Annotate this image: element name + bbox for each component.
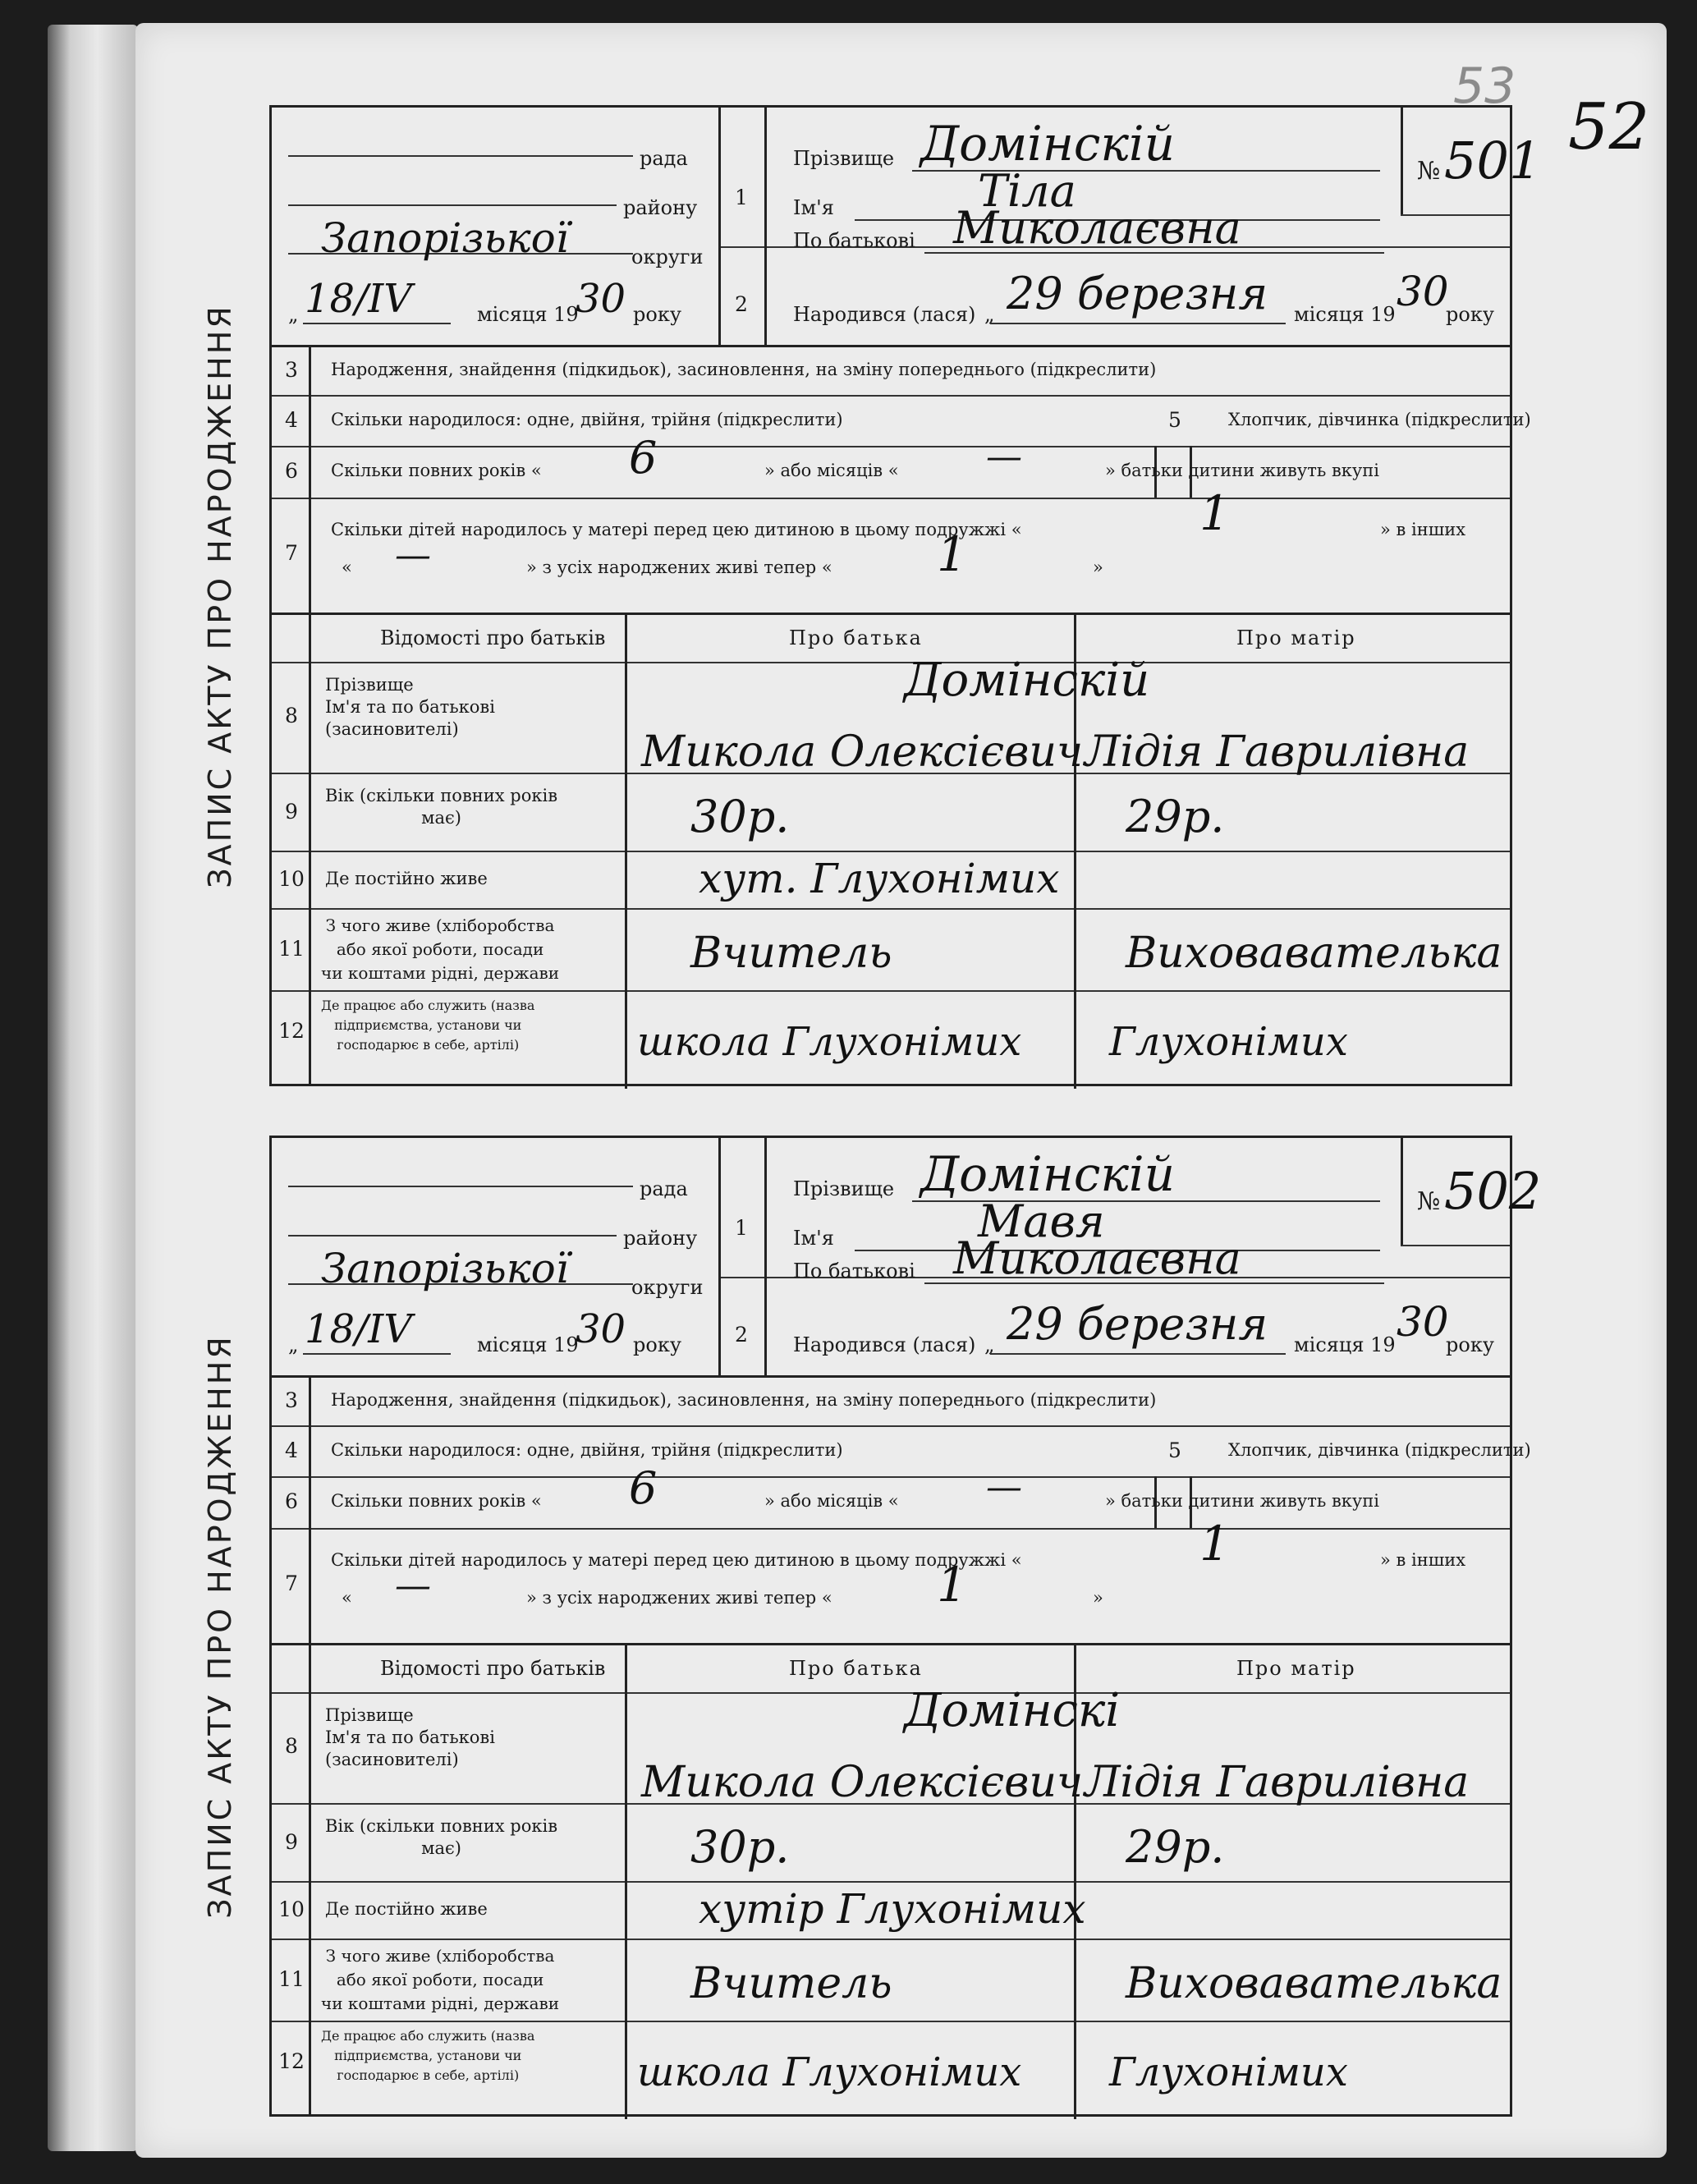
mother-age: 29р. [1126, 1821, 1225, 1873]
father-occupation: Вчитель [690, 1959, 892, 2008]
birth-year: 30 [1397, 268, 1449, 315]
father-name: Микола Олексієвич [641, 727, 1084, 777]
father-workplace: школа Глухонімих [637, 1019, 1022, 1065]
mother-occupation: Виховавателька [1126, 929, 1502, 978]
top-right-number: 52 [1568, 90, 1650, 164]
child-name: Тіла [978, 165, 1076, 217]
parents-surname: Домінскій [904, 654, 1150, 707]
father-workplace: школа Глухонімих [637, 2049, 1022, 2095]
record-number: 502 [1444, 1161, 1542, 1221]
residence: хутір Глухонімих [699, 1885, 1086, 1933]
record-number: 501 [1444, 131, 1542, 190]
mother-age: 29р. [1126, 791, 1225, 842]
parents-surname: Домінскі [904, 1684, 1121, 1737]
months-together: — [986, 1466, 1022, 1508]
registration-day: 18/IV [305, 276, 412, 322]
children-alive: 1 [937, 526, 967, 582]
child-patronymic: Миколаєвна [953, 1232, 1241, 1284]
residence: хут. Глухонімих [699, 855, 1060, 902]
birth-record-form-502 [189, 1136, 1542, 2117]
birth-year: 30 [1397, 1298, 1449, 1346]
years-together: 6 [629, 432, 658, 484]
birth-record-form-501 [189, 105, 1542, 1086]
mother-name: Лідія Гаврилівна [1085, 727, 1470, 777]
children-this-marriage: 1 [1199, 485, 1230, 541]
father-age: 30р. [690, 791, 790, 842]
mother-workplace: Глухонімих [1109, 2049, 1348, 2095]
child-surname: Домінскій [920, 116, 1175, 172]
form-grid: рада району Запорізької округи „ 18/IV місяця 19 30 року 1 2 Прізвище Домінскій Ім'я Мавя По батькові Миколаєвна № 502 Народився (лася) „ 29 березня місяця 19 30 року 3 Народження, знайдення (підкидьок), засиновлення, на зміну попереднього (підкреслити) 4 Скільки народилося: одне, двійня, трійня (підкреслити) 5 Хлопчик, дівчинка (підкреслити) 6 Скільки повних років « 6 » або місяців « — » батьки дитини живуть вкупі 7 Скільки дітей народилось у матері перед цею дитиною в цьому подружжі « 1 » в інших « — » з усіх народжених живі тепер « 1 » Відомості про батьків Про батька Про матір 8 Прізвище Ім'я та по батькові (засиновителі) Домінскі Микола Олексієвич Лідія Гаврилівна 9 Вік (скільки повних років має) 30р. 29р. 10 Де постійно живе хутір Глухонімих 11 З чого живе (хліборобства або якої роботи, посади чи коштами рідні, держави Вчитель Виховавателька 12 Де працює або служить (назва підприємства, установи чи господарює в себе, артілі) школа Глухонімих Глухонімих [269, 1136, 1512, 2117]
months-together: — [986, 436, 1022, 478]
vertical-title: ЗАПИС АКТУ ПРО НАРОДЖЕННЯ [202, 303, 238, 888]
registration-year: 30 [576, 1306, 626, 1352]
book-binding [48, 25, 138, 2151]
child-patronymic: Миколаєвна [953, 202, 1241, 254]
father-name: Микола Олексієвич [641, 1758, 1084, 1807]
mother-workplace: Глухонімих [1109, 1019, 1348, 1065]
okrug-value: Запорізької [321, 1245, 569, 1292]
okrug-value: Запорізької [321, 214, 569, 262]
child-surname: Домінскій [920, 1146, 1175, 1202]
father-age: 30р. [690, 1821, 790, 1873]
birth-date: 29 березня [1007, 1298, 1268, 1350]
children-other: — [395, 535, 431, 576]
children-this-marriage: 1 [1199, 1516, 1230, 1571]
page-number: 53 [1453, 57, 1516, 115]
birth-date: 29 березня [1007, 268, 1268, 319]
mother-name: Лідія Гаврилівна [1085, 1758, 1470, 1807]
registration-day: 18/IV [305, 1306, 412, 1352]
father-occupation: Вчитель [690, 929, 892, 978]
child-name: Мавя [978, 1195, 1105, 1247]
vertical-title: ЗАПИС АКТУ ПРО НАРОДЖЕННЯ [202, 1333, 238, 1919]
years-together: 6 [629, 1462, 658, 1514]
mother-occupation: Виховавателька [1126, 1959, 1502, 2008]
registration-year: 30 [576, 276, 626, 322]
children-other: — [395, 1565, 431, 1607]
children-alive: 1 [937, 1557, 967, 1613]
form-grid: рада району Запорізької округи „ 18/IV місяця 19 30 року 1 2 Прізвище Домінскій Ім'я Тіла По батькові Миколаєвна № 501 Народився (лася) „ 29 березня місяця 19 30 року 3 Народження, знайдення (підкидьок), засиновлення, на зміну попереднього (підкреслити) 4 Скільки народилося: одне, двійня, трійня (підкреслити) 5 Хлопчик, дівчинка (підкреслити) 6 Скільки повних років « 6 » або місяців « — » батьки дитини живуть вкупі 7 Скільки дітей народилось у матері перед цею дитиною в цьому подружжі « 1 » в інших « — » з усіх народжених живі тепер « 1 » Відомості про батьків Про батька Про матір 8 Прізвище Ім'я та по батькові (засиновителі) Домінскій Микола Олексієвич Лідія Гаврилівна 9 Вік (скільки повних років має) 30р. 29р. 10 Де постійно живе хут. Глухонімих 11 З чого живе (хліборобства або якої роботи, посади чи коштами рідні, держави Вчитель Виховавателька 12 Де працює або служить (назва підприємства, установи чи господарює в себе, артілі) школа Глухонімих Глухонімих [269, 105, 1512, 1086]
